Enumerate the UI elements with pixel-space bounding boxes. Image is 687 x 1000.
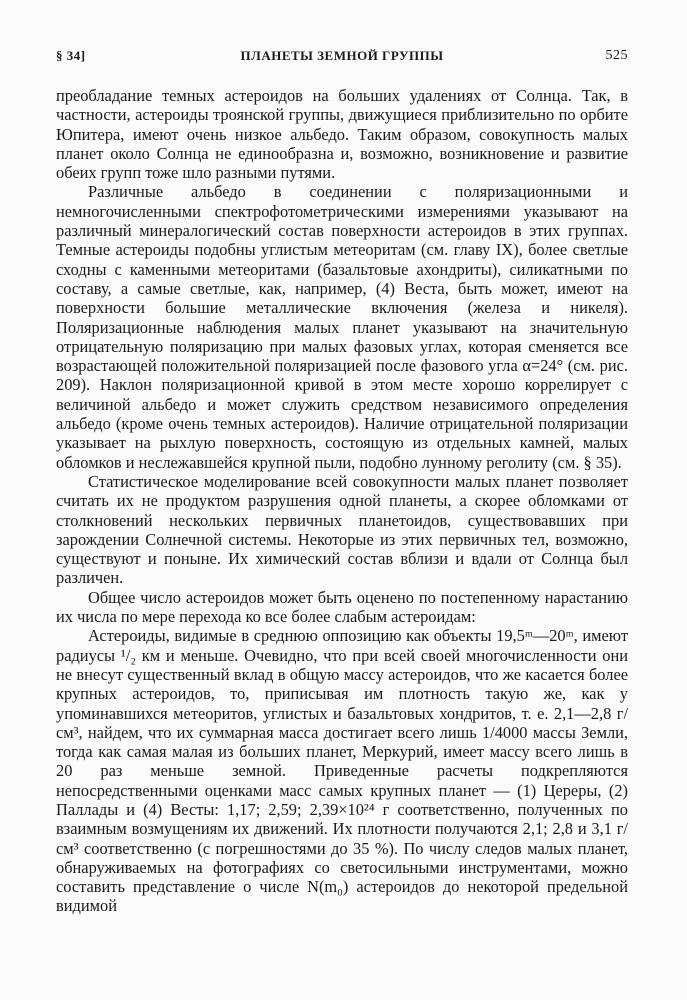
paragraph-asteroid-masses: Астероиды, видимые в среднюю оппозицию как объекты 19,5ᵐ—20ᵐ, имеют радиусы ¹/₂ км и меньше. Очевидно, что при всей своей многочисленности они не внесут существенный вклад в общую массу астероидов, что же касается более крупных астероидов, то, приписывая им плотность такую же, как у упоминавшихся метеоритов, углистых и базальтовых хондритов, т. е. 2,1—2,8 г/см³, найдем, что их суммарная масса достигает всего лишь 1/4000 массы Земли, тогда как самая малая из больших планет, Меркурий, имеет массу всего лишь в 20 раз меньше земной. Приведенные расчеты подкрепляются непосредственными оценками масс самых крупных планет — (1) Цереры, (2) Паллады и (4) Весты: 1,17; 2,59; 2,39×10²⁴ г соответственно, полученных по взаимным возмущениям их движений. Их плотности получаются 2,1; 2,8 и 3,1 г/см³ соответственно (с погрешностями до 35 %). По числу следов малых планет, обнаруживаемых на фотографиях со светосильными инструментами, можно составить представление о числе N(m₀) астероидов до некоторой предельной видимой [56,626,628,916]
running-header [56,48,628,68]
paragraph-albedo: Различные альбедо в соединении с поляризационными и немногочисленными спектрофотометрическими измерениями указывают на различный минералогический состав поверхности астероидов в этих группах. Темные астероиды подобны углистым метеоритам (см. главу IX), более светлые сходны с каменными метеоритами (базальтовые ахондриты), силикатными по составу, а самые светлые, как, например, (4) Веста, быть может, имеют на поверхности большие металлические включения (железа и никеля). Поляризационные наблюдения малых планет указывают на значительную отрицательную поляризацию при малых фазовых углах, которая сменяется все возрастающей положительной поляризацией после фазового угла α=24° (см. рис. 209). Наклон поляризационной кривой в этом месте хорошо коррелирует с величиной альбедо и может служить средством независимого определения альбедо (кроме очень темных астероидов). Наличие отрицательной поляризации указывает на рыхлую поверхность, состоящую из отдельных камней, малых обломков и неслежавшейся крупной пыли, подобно лунному реголиту (см. § 35). [56,182,628,472]
body-text [56,86,628,916]
paragraph-continued: преобладание темных астероидов на больших удалениях от Солнца. Так, в частности, астероиды троянской группы, движущиеся приблизительно по орбите Юпитера, имеют очень низкое альбедо. Таким образом, совокупность малых планет около Солнца не единообразна и, возможно, возникновение и развитие обеих групп тоже шло разными путями. [56,86,628,183]
running-title: ПЛАНЕТЫ ЗЕМНОЙ ГРУППЫ [240,48,444,63]
section-marker: § 34] [56,48,86,63]
paragraph-statistics: Статистическое моделирование всей совокупности малых планет позволяет считать их не продуктом разрушения одной планеты, а скорее обломками от столкновений нескольких первичных планетоидов, существовавших при зарождении Солнечной системы. Некоторые из этих первичных тел, возможно, существуют и поныне. Их химический состав вблизи и вдали от Солнца был различен. [56,471,628,588]
page-number: 525 [605,48,628,63]
paragraph-total-number: Общее число астероидов может быть оценено по постепенному нарастанию их числа по мере перехода ко все более слабым астероидам: [56,587,628,627]
